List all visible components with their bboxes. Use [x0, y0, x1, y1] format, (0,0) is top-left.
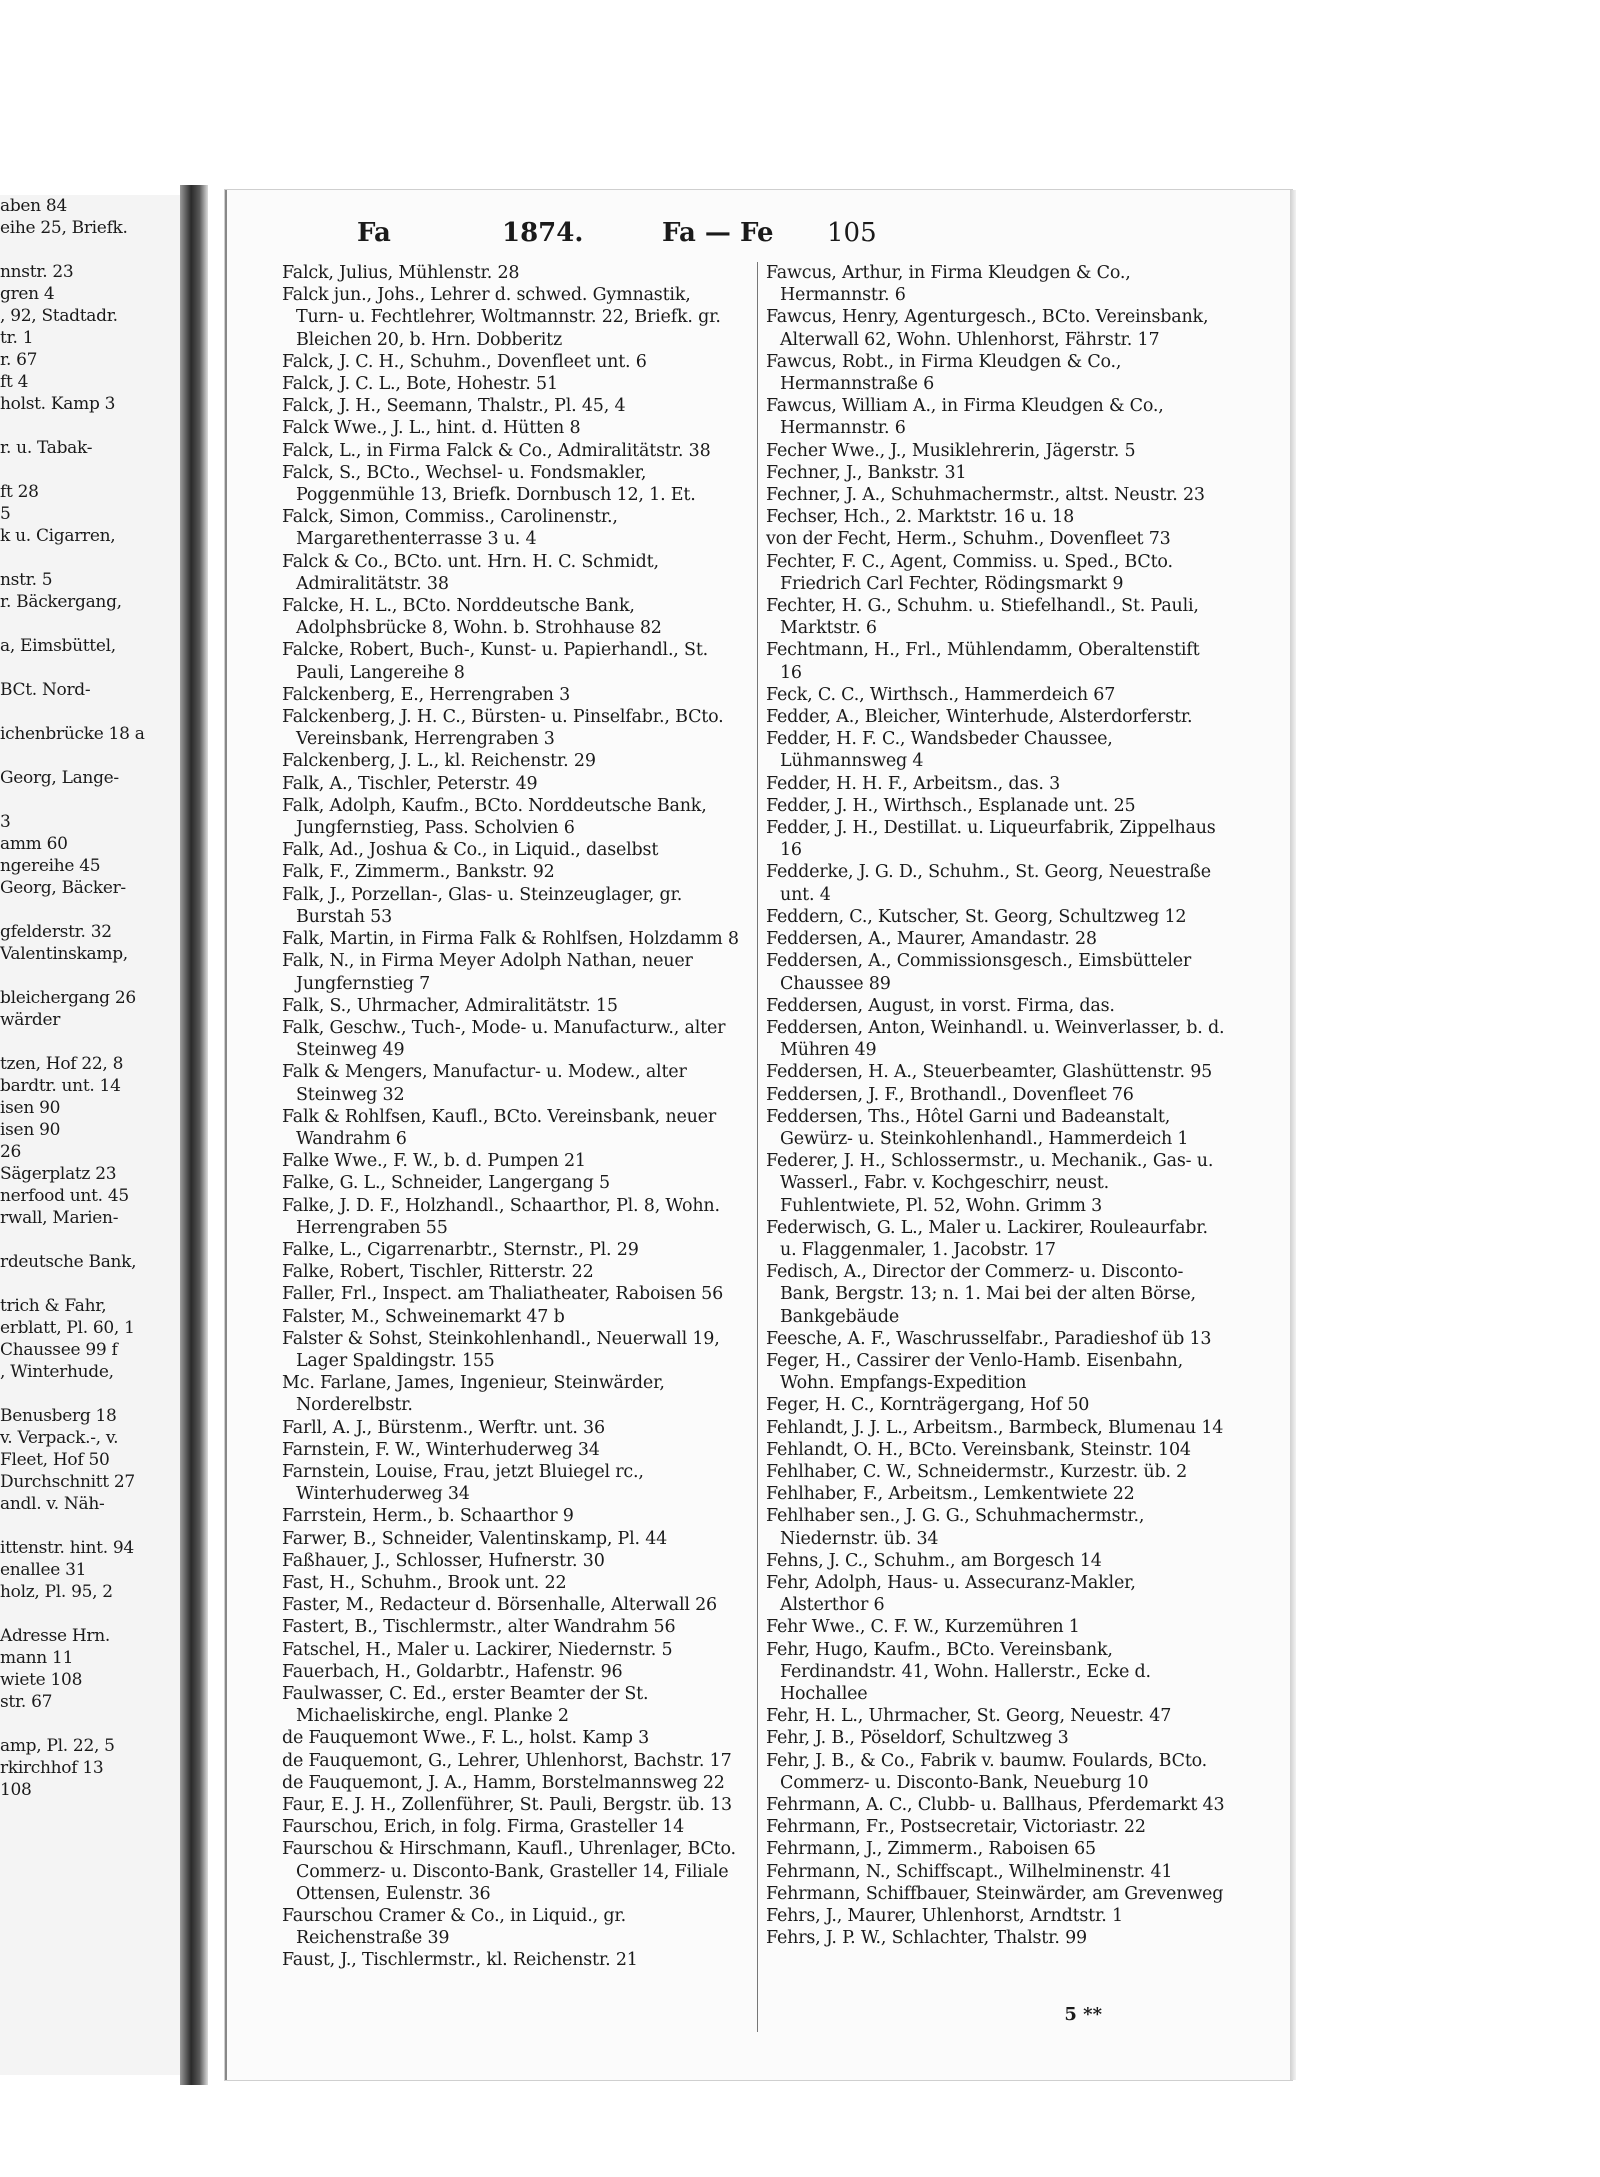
page-edge — [1290, 190, 1296, 2080]
left-page-line: isen 90 — [0, 1098, 61, 1118]
left-page-line: gren 4 — [0, 284, 55, 304]
directory-entry: Fehr, J. B., Pöseldorf, Schultzweg 3 — [766, 1728, 1069, 1749]
left-page-line: str. 67 — [0, 1692, 53, 1712]
directory-entry: Farrstein, Herm., b. Schaarthor 9 — [282, 1506, 574, 1527]
left-page-line: aben 84 — [0, 196, 67, 216]
left-page-line: rkirchhof 13 — [0, 1758, 104, 1778]
directory-entry: Farll, A. J., Bürstenm., Werftr. unt. 36 — [282, 1417, 605, 1438]
left-page-line: bleichergang 26 — [0, 988, 136, 1008]
directory-entry: Falk & Rohlfsen, Kaufl., BCto. Vereinsbank, neuer Wandrahm 6 — [282, 1106, 716, 1149]
left-page-line: tr. 1 — [0, 328, 34, 348]
directory-entry: Fedder, H. F. C., Wandsbeder Chaussee, Lühmannsweg 4 — [766, 729, 1113, 772]
directory-entry: Fedderke, J. G. D., Schuhm., St. Georg, Neuestraße unt. 4 — [766, 862, 1211, 905]
directory-entry: Feddersen, Anton, Weinhandl. u. Weinverlasser, b. d. Mühren 49 — [766, 1017, 1225, 1061]
directory-entry: Falcke, H. L., BCto. Norddeutsche Bank, Adolphsbrücke 8, Wohn. b. Strohhause 82 — [282, 596, 662, 639]
directory-page — [225, 190, 1292, 2080]
left-column — [282, 262, 742, 1972]
left-page-line: erblatt, Pl. 60, 1 — [0, 1318, 135, 1338]
left-page-line: nnstr. 23 — [0, 262, 74, 282]
directory-entry: Falck, J. H., Seemann, Thalstr., Pl. 45, 4 — [282, 396, 626, 417]
left-page-line: Benusberg 18 — [0, 1406, 117, 1426]
directory-entry: Fedder, H. H. F., Arbeitsm., das. 3 — [766, 773, 1061, 794]
directory-entry: Fedisch, A., Director der Commerz- u. Disconto-Bank, Bergstr. 13; n. 1. Mai bei der alten Börse, Bankgebäude — [766, 1262, 1196, 1327]
directory-entry: Fedder, A., Bleicher, Winterhude, Alsterdorferstr. — [766, 707, 1193, 728]
directory-entry: Faurschou & Hirschmann, Kaufl., Uhrenlager, BCto. Commerz- u. Disconto-Bank, Grasteller 14, Filiale Ottensen, Eulenstr. 36 — [282, 1839, 736, 1904]
directory-entry: Faller, Frl., Inspect. am Thaliatheater, Raboisen 56 — [282, 1284, 724, 1305]
directory-entry: Fehlhaber, F., Arbeitsm., Lemkentwiete 22 — [766, 1484, 1135, 1505]
directory-entry: Fechser, Hch., 2. Marktstr. 16 u. 18 — [766, 507, 1075, 528]
directory-entry: Fehlandt, J. J. L., Arbeitsm., Barmbeck, Blumenau 14 — [766, 1417, 1224, 1438]
left-page-line: rdeutsche Bank, — [0, 1252, 137, 1272]
directory-entry: Farwer, B., Schneider, Valentinskamp, Pl. 44 — [282, 1528, 668, 1549]
directory-entry: Fedder, J. H., Destillat. u. Liqueurfabrik, Zippelhaus 16 — [766, 818, 1216, 861]
directory-entry: Fawcus, Robt., in Firma Kleudgen & Co., Hermannstraße 6 — [766, 351, 1122, 395]
directory-entry: Fawcus, William A., in Firma Kleudgen & Co., Hermannstr. 6 — [766, 396, 1164, 439]
directory-entry: Falckenberg, J. H. C., Bürsten- u. Pinselfabr., BCto. Vereinsbank, Herrengraben 3 — [282, 707, 724, 750]
left-page-line: holst. Kamp 3 — [0, 394, 116, 414]
directory-entry: Faust, J., Tischlermstr., kl. Reichenstr. 21 — [282, 1950, 638, 1971]
directory-entry: Fawcus, Henry, Agenturgesch., BCto. Vereinsbank, Alterwall 62, Wohn. Uhlenhorst, Fährstr. 17 — [766, 307, 1209, 350]
directory-entry: Falk, A., Tischler, Peterstr. 49 — [282, 773, 538, 794]
left-page-line: wiete 108 — [0, 1670, 83, 1690]
left-page-line: r. Bäckergang, — [0, 592, 122, 612]
directory-entry: Fehrs, J., Maurer, Uhlenhorst, Arndtstr. 1 — [766, 1906, 1123, 1927]
directory-entry: Faster, M., Redacteur d. Börsenhalle, Alterwall 26 — [282, 1595, 717, 1616]
left-page-line: r. u. Tabak- — [0, 438, 93, 458]
directory-entry: Feesche, A. F., Waschrusselfabr., Paradieshof üb 13 — [766, 1328, 1212, 1349]
directory-entry: Federwisch, G. L., Maler u. Lackirer, Rouleaurfabr. u. Flaggenmaler, 1. Jacobstr. 17 — [766, 1217, 1208, 1260]
directory-entry: Feddersen, H. A., Steuerbeamter, Glashüttenstr. 95 — [766, 1062, 1213, 1083]
directory-entry: Fechtmann, H., Frl., Mühlendamm, Oberaltenstift 16 — [766, 640, 1200, 683]
left-page-line: , 92, Stadtadr. — [0, 306, 118, 326]
left-page-line: isen 90 — [0, 1120, 61, 1140]
directory-entry: Falck, S., BCto., Wechsel- u. Fondsmakler, Poggenmühle 13, Briefk. Dornbusch 12, 1. Et. — [282, 462, 696, 506]
directory-entry: von der Fecht, Herm., Schuhm., Dovenfleet 73 — [766, 529, 1171, 550]
directory-entry: de Fauquemont, J. A., Hamm, Borstelmannsweg 22 — [282, 1772, 725, 1793]
left-page-line: gfelderstr. 32 — [0, 922, 112, 942]
directory-entry: Fedder, J. H., Wirthsch., Esplanade unt. 25 — [766, 795, 1136, 816]
directory-entry: Fehrs, J. P. W., Schlachter, Thalstr. 99 — [766, 1928, 1087, 1949]
directory-entry: Mc. Farlane, James, Ingenieur, Steinwärder, Norderelbstr. — [282, 1373, 665, 1416]
left-page-line: Chaussee 99 f — [0, 1340, 118, 1360]
directory-entry: Fehr, J. B., & Co., Fabrik v. baumw. Foulards, BCto. Commerz- u. Disconto-Bank, Neueburg 10 — [766, 1750, 1208, 1793]
directory-entry: Falk, Adolph, Kaufm., BCto. Norddeutsche Bank, Jungfernstieg, Pass. Scholvien 6 — [282, 795, 707, 839]
directory-entry: Fehlandt, O. H., BCto. Vereinsbank, Steinstr. 104 — [766, 1439, 1191, 1460]
left-page-line: wärder — [0, 1010, 61, 1030]
directory-entry: Fehr, H. L., Uhrmacher, St. Georg, Neuestr. 47 — [766, 1706, 1172, 1727]
directory-entry: Falck, J. C. H., Schuhm., Dovenfleet unt. 6 — [282, 351, 647, 372]
left-page-line: v. Verpack.-, v. — [0, 1428, 119, 1448]
header-range: Fa — Fe — [662, 218, 774, 248]
left-page-line: Georg, Lange- — [0, 768, 119, 788]
header-left-section: Fa — [357, 218, 391, 248]
directory-entry: Falck, Julius, Mühlenstr. 28 — [282, 263, 520, 283]
left-page-line: amp, Pl. 22, 5 — [0, 1736, 115, 1756]
page-header — [227, 218, 1292, 258]
directory-entry: Farnstein, F. W., Winterhuderweg 34 — [282, 1439, 600, 1460]
directory-entry: Falster, M., Schweinemarkt 47 b — [282, 1306, 565, 1327]
page-number: 105 — [827, 218, 877, 248]
directory-entry: Falck, Simon, Commiss., Carolinenstr., Margarethenterrasse 3 u. 4 — [282, 507, 618, 550]
directory-entry: Fehrmann, Fr., Postsecretair, Victoriastr. 22 — [766, 1817, 1146, 1838]
directory-entry: Faurschou Cramer & Co., in Liquid., gr. Reichenstraße 39 — [282, 1906, 626, 1949]
directory-entry: Feddersen, J. F., Brothandl., Dovenfleet 76 — [766, 1084, 1134, 1105]
left-page-line: 26 — [0, 1142, 22, 1162]
left-page-line: mann 11 — [0, 1648, 74, 1668]
directory-entry: Fehrmann, N., Schiffscapt., Wilhelminenstr. 41 — [766, 1861, 1173, 1882]
directory-entry: Fehr, Hugo, Kaufm., BCto. Vereinsbank, Ferdinandstr. 41, Wohn. Hallerstr., Ecke d. Hochallee — [766, 1639, 1151, 1704]
directory-entry: Farnstein, Louise, Frau, jetzt Bluiegel rc., Winterhuderweg 34 — [282, 1461, 644, 1505]
directory-entry: Falke Wwe., F. W., b. d. Pumpen 21 — [282, 1151, 586, 1172]
left-page-line: k u. Cigarren, — [0, 526, 116, 546]
directory-entry: de Fauquemont, G., Lehrer, Uhlenhorst, Bachstr. 17 — [282, 1750, 732, 1771]
directory-entry: Fehlhaber sen., J. G. G., Schuhmachermstr., Niedernstr. üb. 34 — [766, 1506, 1145, 1549]
left-page-line: rwall, Marien- — [0, 1208, 119, 1228]
directory-entry: Falk, J., Porzellan-, Glas- u. Steinzeuglager, gr. Burstah 53 — [282, 884, 683, 927]
directory-entry: Federer, J. H., Schlossermstr., u. Mechanik., Gas- u. Wasserl., Fabr. v. Kochgeschirr, neust. Fuhlentwiete, Pl. 52, Wohn. Grimm 3 — [766, 1151, 1214, 1216]
directory-entry: Feger, H. C., Kornträgergang, Hof 50 — [766, 1395, 1090, 1416]
left-page-line: nstr. 5 — [0, 570, 53, 590]
directory-entry: Falck Wwe., J. L., hint. d. Hütten 8 — [282, 418, 581, 439]
directory-entry: Falk, F., Zimmerm., Bankstr. 92 — [282, 862, 555, 883]
directory-entry: Falk, S., Uhrmacher, Admiralitätstr. 15 — [282, 995, 618, 1016]
left-page-line: r. 67 — [0, 350, 38, 370]
left-page-line: bardtr. unt. 14 — [0, 1076, 121, 1096]
left-page-line: ichenbrücke 18 a — [0, 724, 145, 744]
left-page-line: Sägerplatz 23 — [0, 1164, 117, 1184]
directory-entry: Fehr Wwe., C. F. W., Kurzemühren 1 — [766, 1617, 1080, 1638]
directory-entry: Falk, N., in Firma Meyer Adolph Nathan, neuer Jungfernstieg 7 — [282, 951, 693, 994]
directory-entry: Feddersen, August, in vorst. Firma, das. — [766, 995, 1115, 1016]
directory-entry: Falster & Sohst, Steinkohlenhandl., Neuerwall 19, Lager Spaldingstr. 155 — [282, 1328, 720, 1371]
directory-entry: Fechner, J., Bankstr. 31 — [766, 462, 967, 483]
right-column — [757, 262, 1226, 2032]
directory-entry: Fauerbach, H., Goldarbtr., Hafenstr. 96 — [282, 1661, 623, 1682]
directory-entry: Falk, Geschw., Tuch-, Mode- u. Manufacturw., alter Steinweg 49 — [282, 1017, 726, 1061]
directory-entry: Fechter, F. C., Agent, Commiss. u. Sped., BCto. Friedrich Carl Fechter, Rödingsmarkt 9 — [766, 551, 1173, 594]
directory-entry: Fastert, B., Tischlermstr., alter Wandrahm 56 — [282, 1617, 676, 1638]
directory-entry: Fehlhaber, C. W., Schneidermstr., Kurzestr. üb. 2 — [766, 1461, 1188, 1482]
directory-entry: Falck jun., Johs., Lehrer d. schwed. Gymnastik, Turn- u. Fechtlehrer, Woltmannstr. 22, Briefk. gr. Bleichen 20, b. Hrn. Dobberitz — [282, 285, 721, 350]
left-page-line: eihe 25, Briefk. — [0, 218, 128, 238]
left-page-line: ft 4 — [0, 372, 29, 392]
directory-entry: Feddersen, Ths., Hôtel Garni und Badeanstalt, Gewürz- u. Steinkohlenhandl., Hammerdeich 1 — [766, 1106, 1189, 1149]
directory-entry: Fechner, J. A., Schuhmachermstr., altst. Neustr. 23 — [766, 485, 1205, 506]
left-page-line: a, Eimsbüttel, — [0, 636, 116, 656]
directory-entry: Fehns, J. C., Schuhm., am Borgesch 14 — [766, 1550, 1102, 1571]
directory-entry: Falck & Co., BCto. unt. Hrn. H. C. Schmidt, Admiralitätstr. 38 — [282, 551, 659, 594]
left-page-line: holz, Pl. 95, 2 — [0, 1582, 113, 1602]
directory-entry: Feddersen, A., Maurer, Amandastr. 28 — [766, 929, 1097, 950]
directory-entry: Falke, L., Cigarrenarbtr., Sternstr., Pl. 29 — [282, 1239, 639, 1260]
left-page-line: 108 — [0, 1780, 32, 1800]
directory-entry: Faurschou, Erich, in folg. Firma, Grasteller 14 — [282, 1817, 685, 1838]
directory-entry: Falk & Mengers, Manufactur- u. Modew., alter Steinweg 32 — [282, 1062, 687, 1105]
directory-entry: Fehrmann, Schiffbauer, Steinwärder, am Grevenweg — [766, 1883, 1224, 1904]
directory-entry: Fehrmann, J., Zimmerm., Raboisen 65 — [766, 1839, 1096, 1860]
directory-entry: Feger, H., Cassirer der Venlo-Hamb. Eisenbahn, Wohn. Empfangs-Expedition — [766, 1350, 1183, 1394]
directory-entry: Fawcus, Arthur, in Firma Kleudgen & Co., Hermannstr. 6 — [766, 263, 1131, 306]
left-page-line: Valentinskamp, — [0, 944, 128, 964]
directory-entry: de Fauquemont Wwe., F. L., holst. Kamp 3 — [282, 1728, 650, 1749]
directory-entry: Falcke, Robert, Buch-, Kunst- u. Papierhandl., St. Pauli, Langereihe 8 — [282, 640, 709, 683]
left-page-line: 5 — [0, 504, 11, 524]
left-page-line: ittenstr. hint. 94 — [0, 1538, 134, 1558]
directory-entry: Feck, C. C., Wirthsch., Hammerdeich 67 — [766, 684, 1116, 705]
left-page-line: BCt. Nord- — [0, 680, 91, 700]
directory-entry: Falke, Robert, Tischler, Ritterstr. 22 — [282, 1262, 594, 1283]
directory-entry: Feddern, C., Kutscher, St. Georg, Schultzweg 12 — [766, 906, 1187, 927]
directory-entry: Falckenberg, E., Herrengraben 3 — [282, 684, 571, 705]
left-page-line: trich & Fahr, — [0, 1296, 107, 1316]
left-page-line: Adresse Hrn. — [0, 1626, 110, 1646]
directory-entry: Fatschel, H., Maler u. Lackirer, Niedernstr. 5 — [282, 1639, 673, 1660]
left-page-line: Fleet, Hof 50 — [0, 1450, 110, 1470]
left-page-line: enallee 31 — [0, 1560, 87, 1580]
directory-entry: Faur, E. J. H., Zollenführer, St. Pauli, Bergstr. üb. 13 — [282, 1795, 732, 1816]
left-page-line: amm 60 — [0, 834, 68, 854]
book-gutter — [180, 185, 208, 2085]
left-page-line: andl. v. Näh- — [0, 1494, 105, 1514]
directory-entry: Fecher Wwe., J., Musiklehrerin, Jägerstr. 5 — [766, 440, 1136, 461]
directory-entry: Feddersen, A., Commissionsgesch., Eimsbütteler Chaussee 89 — [766, 951, 1192, 994]
left-page-line: tzen, Hof 22, 8 — [0, 1054, 124, 1074]
directory-entry: Falckenberg, J. L., kl. Reichenstr. 29 — [282, 751, 596, 772]
left-page-line: ft 28 — [0, 482, 39, 502]
left-page-line: ngereihe 45 — [0, 856, 101, 876]
printer-signature: 5 ** — [1064, 2004, 1102, 2025]
left-page-line: Georg, Bäcker- — [0, 878, 126, 898]
directory-entry: Falke, J. D. F., Holzhandl., Schaarthor, Pl. 8, Wohn. Herrengraben 55 — [282, 1195, 720, 1238]
directory-entry: Falke, G. L., Schneider, Langergang 5 — [282, 1173, 610, 1194]
directory-entry: Falk, Ad., Joshua & Co., in Liquid., daselbst — [282, 840, 659, 861]
directory-entry: Fehrmann, A. C., Clubb- u. Ballhaus, Pferdemarkt 43 — [766, 1795, 1225, 1816]
directory-entry: Falck, L., in Firma Falck & Co., Admiralitätstr. 38 — [282, 440, 711, 461]
left-page-line: nerfood unt. 45 — [0, 1186, 129, 1206]
left-page-line: , Winterhude, — [0, 1362, 114, 1382]
directory-entry: Fechter, H. G., Schuhm. u. Stiefelhandl., St. Pauli, Marktstr. 6 — [766, 596, 1199, 639]
directory-entry: Falk, Martin, in Firma Falk & Rohlfsen, Holzdamm 8 — [282, 929, 739, 950]
directory-entry: Fehr, Adolph, Haus- u. Assecuranz-Makler, Alsterthor 6 — [766, 1572, 1136, 1616]
left-page-fragment — [0, 195, 195, 2075]
left-page-line: 3 — [0, 812, 11, 832]
left-page-line: Durchschnitt 27 — [0, 1472, 135, 1492]
directory-entry: Faßhauer, J., Schlosser, Hufnerstr. 30 — [282, 1550, 605, 1571]
header-year: 1874. — [502, 218, 584, 248]
directory-entry: Fast, H., Schuhm., Brook unt. 22 — [282, 1572, 567, 1593]
directory-entry: Faulwasser, C. Ed., erster Beamter der St. Michaeliskirche, engl. Planke 2 — [282, 1684, 649, 1727]
directory-entry: Falck, J. C. L., Bote, Hohestr. 51 — [282, 374, 558, 395]
